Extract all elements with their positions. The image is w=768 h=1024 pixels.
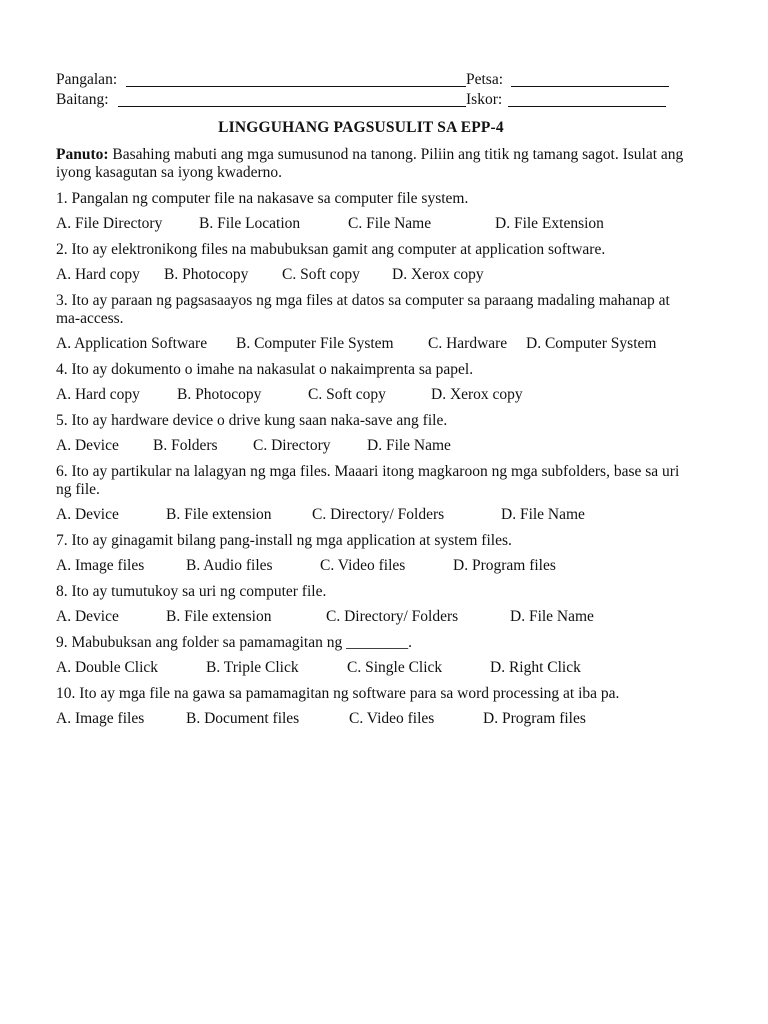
date-label: Petsa: bbox=[466, 71, 504, 88]
name-label: Pangalan: bbox=[56, 71, 118, 88]
choice-9d: D. Right Click bbox=[490, 659, 581, 676]
choice-9a: A. Double Click bbox=[56, 659, 159, 676]
choice-2b: B. Photocopy bbox=[164, 266, 249, 283]
score-label: Iskor: bbox=[466, 91, 503, 108]
choice-1a: A. File Directory bbox=[56, 215, 163, 232]
choice-7c: C. Video files bbox=[320, 557, 406, 574]
question-8: 8. Ito ay tumutukoy sa uri ng computer file. bbox=[56, 583, 327, 600]
question-1: 1. Pangalan ng computer file na nakasave sa computer file system. bbox=[56, 190, 469, 207]
choice-1d: D. File Extension bbox=[495, 215, 604, 232]
choice-6a: A. Device bbox=[56, 506, 119, 523]
choice-5a: A. Device bbox=[56, 437, 119, 454]
choices-8 bbox=[56, 608, 686, 626]
choice-10c: C. Video files bbox=[349, 710, 435, 727]
question-9: 9. Mabubuksan ang folder sa pamamagitan ng ________. bbox=[56, 634, 412, 651]
directions-label: Panuto: bbox=[56, 146, 109, 163]
choice-1c: C. File Name bbox=[348, 215, 432, 232]
question-10: 10. Ito ay mga file na gawa sa pamamagitan ng software para sa word processing at iba pa. bbox=[56, 685, 620, 702]
name-blank bbox=[126, 72, 466, 87]
choice-5d: D. File Name bbox=[367, 437, 451, 454]
choices-10 bbox=[56, 710, 686, 728]
choices-6 bbox=[56, 506, 686, 524]
directions bbox=[56, 146, 686, 182]
choice-3a: A. Application Software bbox=[56, 335, 208, 352]
directions-text: Basahing mabuti ang mga sumusunod na tanong. Piliin ang titik ng tamang sagot. Isulat ang iyong kasagutan sa iyong kwaderno. bbox=[56, 146, 684, 181]
choice-4a: A. Hard copy bbox=[56, 386, 140, 403]
choice-7b: B. Audio files bbox=[186, 557, 273, 574]
choice-6b: B. File extension bbox=[166, 506, 272, 523]
choices-1 bbox=[56, 215, 686, 233]
choice-4c: C. Soft copy bbox=[308, 386, 386, 403]
choice-10d: D. Program files bbox=[483, 710, 586, 727]
choice-5b: B. Folders bbox=[153, 437, 218, 454]
choice-3d: D. Computer System bbox=[526, 335, 657, 352]
choice-5c: C. Directory bbox=[253, 437, 331, 454]
quiz-title: LINGGUHANG PAGSUSULIT SA EPP-4 bbox=[218, 119, 504, 136]
choice-6d: D. File Name bbox=[501, 506, 585, 523]
name-date-row bbox=[56, 70, 686, 90]
question-4: 4. Ito ay dokumento o imahe na nakasulat o nakaimprenta sa papel. bbox=[56, 361, 474, 378]
choice-8c: C. Directory/ Folders bbox=[326, 608, 459, 625]
choice-2a: A. Hard copy bbox=[56, 266, 140, 283]
choice-4b: B. Photocopy bbox=[177, 386, 262, 403]
choice-10b: B. Document files bbox=[186, 710, 300, 727]
choice-4d: D. Xerox copy bbox=[431, 386, 523, 403]
choice-1b: B. File Location bbox=[199, 215, 301, 232]
question-5: 5. Ito ay hardware device o drive kung saan naka-save ang file. bbox=[56, 412, 448, 429]
score-blank bbox=[508, 92, 666, 107]
choices-4 bbox=[56, 386, 686, 404]
choices-5 bbox=[56, 437, 686, 455]
grade-label: Baitang: bbox=[56, 91, 109, 108]
choice-6c: C. Directory/ Folders bbox=[312, 506, 445, 523]
choice-2d: D. Xerox copy bbox=[392, 266, 484, 283]
choice-7d: D. Program files bbox=[453, 557, 556, 574]
choice-8b: B. File extension bbox=[166, 608, 272, 625]
choice-2c: C. Soft copy bbox=[282, 266, 360, 283]
question-2: 2. Ito ay elektronikong files na mabubuksan gamit ang computer at application software. bbox=[56, 241, 606, 258]
choices-3 bbox=[56, 335, 686, 353]
choice-7a: A. Image files bbox=[56, 557, 145, 574]
quiz-sheet bbox=[56, 70, 686, 736]
choices-7 bbox=[56, 557, 686, 575]
choices-2 bbox=[56, 266, 686, 284]
question-3: 3. Ito ay paraan ng pagsasaayos ng mga files at datos sa computer sa paraang madaling mahanap at ma-access. bbox=[56, 292, 670, 327]
grade-score-row bbox=[56, 90, 686, 110]
question-6: 6. Ito ay partikular na lalagyan ng mga files. Maaari itong magkaroon ng mga subfolders, base sa uri ng file. bbox=[56, 463, 680, 498]
choice-3b: B. Computer File System bbox=[236, 335, 394, 352]
choice-10a: A. Image files bbox=[56, 710, 145, 727]
choice-9b: B. Triple Click bbox=[206, 659, 299, 676]
choice-9c: C. Single Click bbox=[347, 659, 443, 676]
choice-8a: A. Device bbox=[56, 608, 119, 625]
date-blank bbox=[511, 72, 669, 87]
grade-blank bbox=[118, 92, 466, 107]
choice-3c: C. Hardware bbox=[428, 335, 508, 352]
choices-9 bbox=[56, 659, 686, 677]
question-7: 7. Ito ay ginagamit bilang pang-install ng mga application at system files. bbox=[56, 532, 512, 549]
choice-8d: D. File Name bbox=[510, 608, 594, 625]
